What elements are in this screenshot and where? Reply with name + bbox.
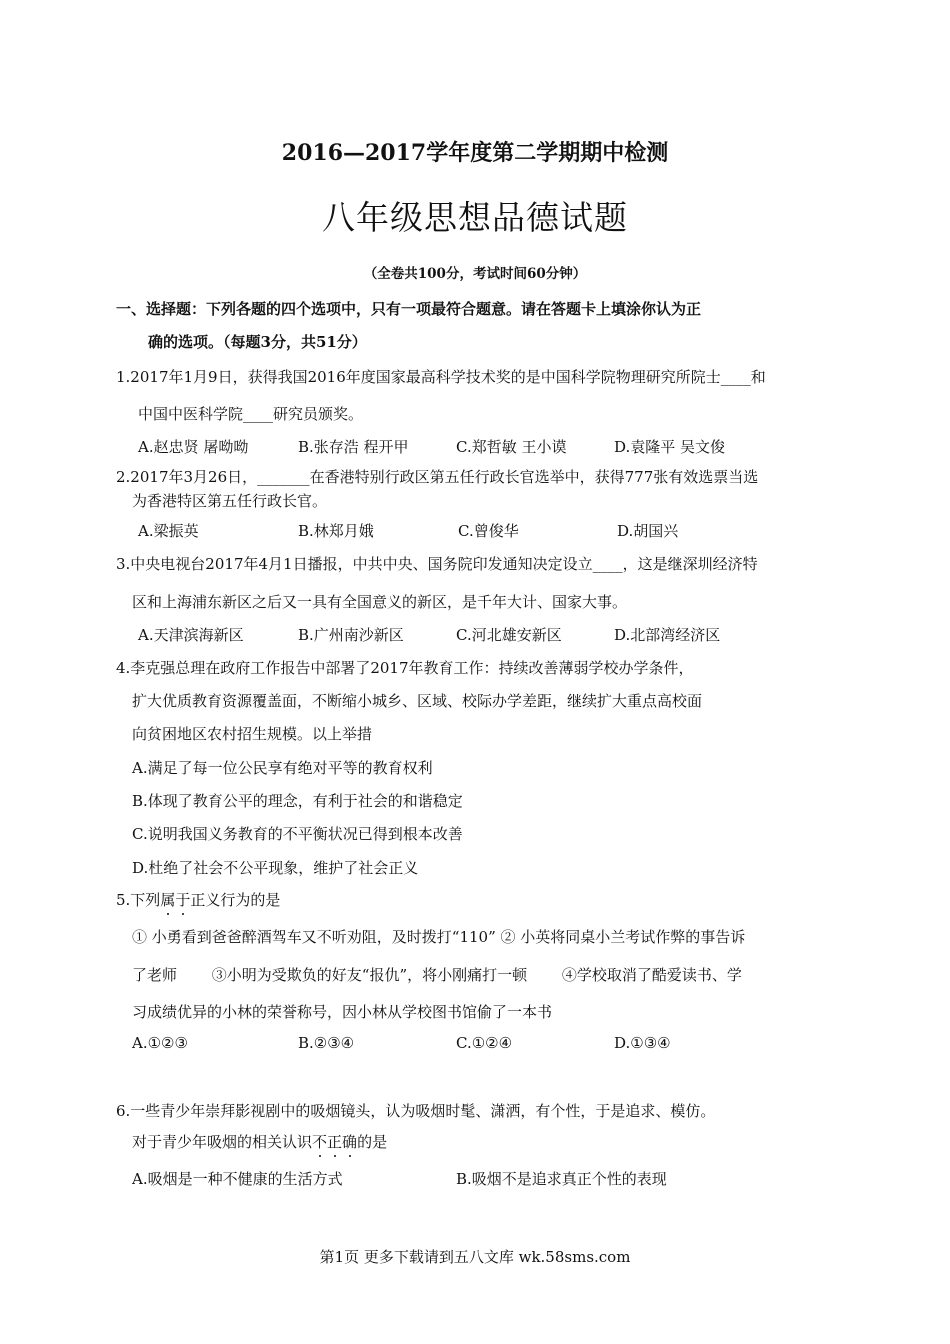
q5-stem-suffix: 正义行为的是 [190, 891, 281, 909]
q4-stem-line1: 4.李克强总理在政府工作报告中部署了2017年教育工作：持续改善薄弱学校办学条件， [116, 659, 694, 677]
q2-stem-line1: 2.2017年3月26日，_______在香港特别行政区第五任行政长官选举中，获得777张有效选票当选 [116, 468, 759, 486]
q5-stem-prefix: 5.下列 [116, 891, 161, 909]
q4-option-a: A.满足了每一位公民享有绝对平等的教育权利 [132, 759, 433, 777]
subject-title: 八年级思想品德试题 [322, 198, 628, 237]
q5-option-d: D.①③④ [614, 1034, 671, 1052]
q6-option-a: A.吸烟是一种不健康的生活方式 [132, 1170, 343, 1188]
q4-stem-line2: 扩大优质教育资源覆盖面，不断缩小城乡、区域、校际办学差距，继续扩大重点高校面 [132, 692, 703, 710]
q6-stem-line2 [132, 1131, 387, 1152]
q5-option-c: C.①②④ [456, 1034, 513, 1052]
q6-stem-prefix: 对于青少年吸烟的相关认识 [132, 1133, 313, 1151]
q4-stem-line3: 向贫困地区农村招生规模。以上举措 [132, 725, 373, 743]
q5-stem-line1 [116, 889, 280, 910]
q1-stem-line1: 1.2017年1月9日，获得我国2016年度国家最高科学技术奖的是中国科学院物理研究所院士____和 [116, 368, 766, 386]
q3-option-a: A.天津滨海新区 [138, 626, 244, 644]
q2-option-d: D.胡国兴 [617, 522, 679, 540]
q1-stem-line2: 中国中医科学院____研究员颁奖。 [138, 405, 364, 423]
q4-option-d: D.杜绝了社会不公平现象，维护了社会正义 [132, 859, 419, 877]
q1-option-b: B.张存浩 程开甲 [298, 438, 409, 456]
q6-stem-line1: 6.一些青少年崇拜影视剧中的吸烟镜头，认为吸烟时髦、潇洒，有个性，于是追求、模仿。 [116, 1102, 716, 1120]
q1-option-c: C.郑哲敏 王小谟 [456, 438, 567, 456]
section1-instruction-line2: 确的选项。（每题3分，共51分） [148, 333, 367, 351]
q1-option-a: A.赵忠贤 屠呦呦 [138, 438, 249, 456]
q4-option-c: C.说明我国义务教育的不平衡状况已得到根本改善 [132, 825, 463, 843]
q2-option-b: B.林郑月娥 [298, 522, 374, 540]
q3-stem-line1: 3.中央电视台2017年4月1日播报，中共中央、国务院印发通知决定设立____，这是继深圳经济特 [116, 555, 758, 573]
q5-option-a: A.①②③ [132, 1034, 188, 1052]
exam-title: 2016—2017学年度第二学期期中检测 [281, 140, 669, 166]
q2-option-a: A.梁振英 [138, 522, 199, 540]
q5-emphasis: 属于 [160, 891, 191, 909]
exam-note: （全卷共100分，考试时间60分钟） [363, 266, 587, 282]
q3-option-d: D.北部湾经济区 [614, 626, 721, 644]
q6-emphasis: 不正确 [312, 1133, 358, 1151]
q6-stem-suffix: 的是 [357, 1133, 388, 1151]
q3-option-c: C.河北雄安新区 [456, 626, 562, 644]
q5-option-b: B.②③④ [298, 1034, 355, 1052]
q2-stem-line2: 为香港特区第五任行政长官。 [132, 492, 328, 510]
q3-stem-line2: 区和上海浦东新区之后又一具有全国意义的新区，是千年大计、国家大事。 [132, 593, 628, 611]
q2-option-c: C.曾俊华 [458, 522, 519, 540]
q4-option-b: B.体现了教育公平的理念，有利于社会的和谐稳定 [132, 792, 463, 810]
q6-option-b: B.吸烟不是追求真正个性的表现 [456, 1170, 667, 1188]
q5-statement-line1: ① 小勇看到爸爸醉酒驾车又不听劝阻，及时拨打“110” ② 小英将同桌小兰考试作弊的事告诉 [132, 928, 746, 946]
q5-statement-line3: 习成绩优异的小林的荣誉称号，因小林从学校图书馆偷了一本书 [132, 1003, 553, 1021]
section1-instruction-line1: 一、选择题：下列各题的四个选项中，只有一项最符合题意。请在答题卡上填涂你认为正 [116, 300, 702, 318]
q5-statement-line2: 了老师 ③小明为受欺负的好友“报仇”，将小刚痛打一顿 ④学校取消了酷爱读书、学 [132, 966, 742, 984]
page-footer: 第1页 更多下载请到五八文库 wk.58sms.com [319, 1248, 631, 1266]
q1-option-d: D.袁隆平 吴文俊 [614, 438, 726, 456]
q3-option-b: B.广州南沙新区 [298, 626, 404, 644]
